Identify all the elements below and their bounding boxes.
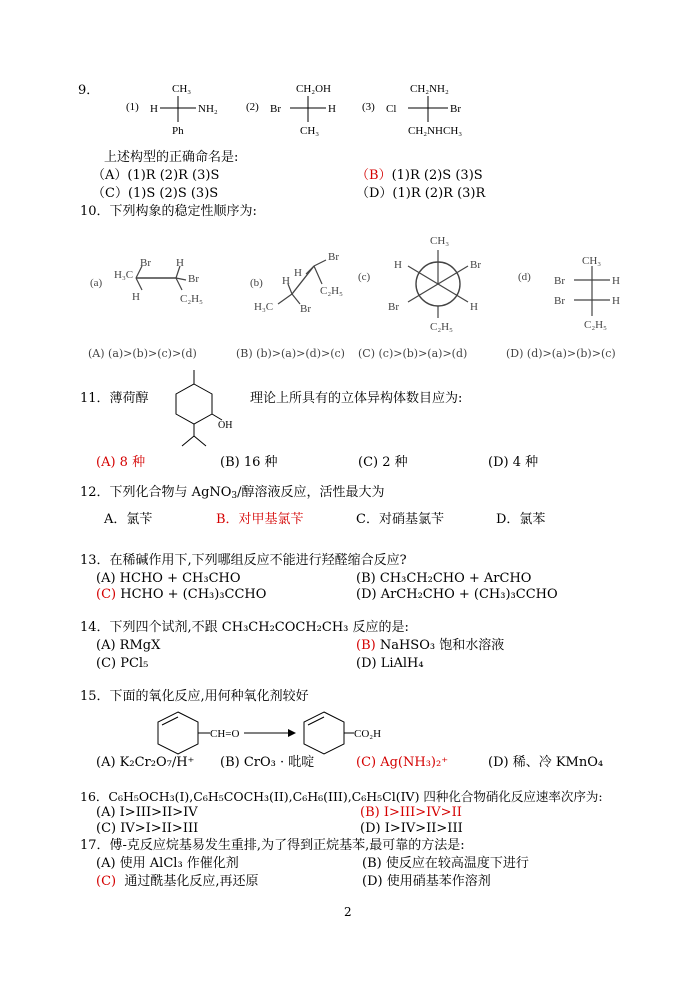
svg-text:Br: Br [388, 301, 399, 313]
q9-option-b[interactable] [356, 168, 483, 184]
svg-text:H: H [612, 295, 620, 307]
q11-option-b[interactable]: (B) 16 种 [220, 455, 278, 470]
svg-text:C₂H₅: C₂H₅ [430, 321, 453, 333]
svg-text:H: H [282, 275, 290, 287]
q10-figure-d-fischer [512, 252, 622, 332]
q13-stem: 13．在稀碱作用下,下列哪组反应不能进行羟醛缩合反应? [80, 553, 407, 568]
q10-figure-c-newman [356, 230, 496, 340]
q14-option-d[interactable]: (D) LiAlH₄ [356, 656, 424, 671]
q17-option-a[interactable]: (A) 使用 AlCl₃ 作催化剂 [96, 856, 239, 871]
q9-option-b-label: （B） [356, 168, 392, 183]
svg-text:Cl: Cl [386, 103, 397, 115]
q12-option-b[interactable]: B．对甲基氯苄 [216, 512, 304, 527]
q14-option-c[interactable]: (C) PCl₅ [96, 656, 149, 671]
q13-option-d[interactable]: (D) ArCH₂CHO + (CH₃)₃CCHO [356, 587, 558, 602]
svg-text:(d): (d) [518, 271, 531, 283]
q10-option-c[interactable]: (C) (c)>(b)>(a)>(d) [358, 347, 468, 360]
q15-reaction-scheme [148, 708, 408, 758]
q9-option-c[interactable]: （C）(1)S (2)S (3)S [92, 186, 219, 201]
q17-stem: 17．傅-克反应烷基易发生重排,为了得到正烷基苯,最可靠的方法是: [80, 838, 465, 853]
svg-text:Br: Br [270, 103, 281, 115]
svg-text:CH₂NH₂: CH₂NH₂ [410, 83, 449, 95]
q11-option-c[interactable]: (C) 2 种 [358, 455, 408, 470]
q12-stem-sub: 3 [231, 491, 238, 501]
q15-stem: 15．下面的氧化反应,用何种氧化剂较好 [80, 689, 309, 704]
q16-option-d[interactable]: (D) I>IV>II>III [360, 821, 463, 836]
svg-text:CH₃: CH₃ [300, 125, 320, 137]
q9-option-a[interactable]: （A）(1)R (2)R (3)S [92, 168, 220, 183]
svg-text:C₂H₅: C₂H₅ [320, 285, 343, 297]
svg-text:H: H [328, 103, 336, 115]
q9-number: 9． [78, 83, 100, 98]
q15-option-a[interactable]: (A) K₂Cr₂O₇/H⁺ [96, 755, 195, 770]
q9-fischer-1 [120, 78, 230, 138]
q12-stem [80, 485, 385, 501]
q17-option-b[interactable]: (B) 使反应在较高温度下进行 [362, 856, 529, 871]
q12-stem-post: /醇溶液反应，活性最大为 [237, 485, 385, 500]
q17-option-c-label: (C) [96, 874, 117, 889]
q13-option-c-label: (C) [96, 587, 117, 602]
q11-stem-part1: 11．薄荷醇 [80, 391, 149, 406]
q9-stem: 上述构型的正确命名是: [104, 150, 239, 165]
q12-option-c[interactable]: C．对硝基氯苄 [356, 512, 444, 527]
svg-text:H: H [132, 291, 140, 303]
q15-option-c[interactable]: (C) Ag(NH₃)₂⁺ [356, 755, 449, 770]
svg-text:H₃C: H₃C [254, 301, 274, 313]
q15-option-d[interactable]: (D) 稀、冷 KMnO₄ [488, 755, 604, 770]
page-number: 2 [344, 905, 352, 919]
q10-figure-b [248, 250, 358, 320]
svg-text:Br: Br [300, 303, 311, 315]
svg-text:C₂H₅: C₂H₅ [584, 319, 607, 331]
svg-text:(1): (1) [126, 101, 139, 113]
q12-stem-pre: 12．下列化合物与 AgNO [80, 485, 232, 500]
svg-text:H₃C: H₃C [114, 269, 134, 281]
svg-text:CH=O: CH=O [210, 728, 240, 740]
svg-text:C₂H₅: C₂H₅ [180, 293, 203, 305]
q14-option-a[interactable]: (A) RMgX [96, 638, 161, 653]
svg-text:(3): (3) [362, 101, 375, 113]
svg-text:CH₂OH: CH₂OH [296, 83, 332, 95]
q11-menthol-structure [168, 366, 248, 452]
q15-option-b[interactable]: (B) CrO₃ · 吡啶 [220, 755, 315, 770]
q16-option-c[interactable]: (C) IV>I>II>III [96, 821, 199, 836]
svg-text:H: H [294, 267, 302, 279]
q9-fischer-2 [244, 78, 354, 138]
q16-option-b[interactable]: (B) I>III>IV>II [360, 805, 462, 820]
svg-text:(c): (c) [358, 271, 371, 283]
q17-option-c-text: 通过酰基化反应,再还原 [124, 874, 259, 889]
q10-option-d[interactable]: (D) (d)>(a)>(b)>(c) [506, 347, 616, 360]
svg-text:Br: Br [554, 295, 565, 307]
q11-option-d[interactable]: (D) 4 种 [488, 455, 539, 470]
svg-text:CH₂NHCH₃: CH₂NHCH₃ [408, 125, 463, 137]
q12-option-a[interactable]: A．氯苄 [104, 512, 153, 527]
q9-option-d[interactable]: （D）(1)R (2)R (3)R [356, 186, 486, 201]
svg-text:(b): (b) [250, 277, 263, 289]
q16-option-a[interactable]: (A) I>III>II>IV [96, 805, 198, 820]
q13-option-b[interactable]: (B) CH₃CH₂CHO + ArCHO [356, 571, 532, 586]
q13-option-c-text: HCHO + (CH₃)₃CCHO [120, 587, 267, 602]
svg-text:(2): (2) [246, 101, 259, 113]
svg-text:Br: Br [450, 103, 461, 115]
q17-option-c[interactable] [96, 874, 259, 890]
q14-option-b[interactable] [356, 638, 504, 654]
q12-option-d[interactable]: D．氯苯 [496, 512, 546, 527]
svg-text:Br: Br [188, 273, 199, 285]
svg-text:OH: OH [218, 420, 233, 431]
svg-text:(a): (a) [90, 277, 103, 289]
svg-text:Ph: Ph [172, 125, 184, 137]
q13-option-c[interactable] [96, 587, 266, 603]
svg-text:H: H [470, 301, 478, 313]
q10-option-b[interactable]: (B) (b)>(a)>(d)>(c) [236, 347, 345, 360]
svg-text:NH₂: NH₂ [198, 103, 218, 115]
q14-stem: 14．下列四个试剂,不跟 CH₃CH₂COCH₂CH₃ 反应的是: [80, 620, 409, 635]
q10-figure-a [88, 250, 228, 320]
svg-text:H: H [150, 103, 158, 115]
q11-stem-part2: 理论上所具有的立体异构体数目应为: [250, 391, 463, 406]
svg-text:Br: Br [328, 251, 339, 263]
svg-text:CH₃: CH₃ [172, 83, 192, 95]
q14-option-b-text: NaHSO₃ 饱和水溶液 [379, 638, 505, 653]
svg-text:Br: Br [140, 257, 151, 269]
q11-option-a[interactable]: (A) 8 种 [96, 455, 146, 470]
q9-fischer-3 [360, 78, 490, 138]
svg-text:H: H [394, 259, 402, 271]
q10-stem: 10．下列构象的稳定性顺序为: [80, 204, 257, 219]
svg-text:CH₃: CH₃ [430, 235, 450, 247]
svg-text:CH₃: CH₃ [582, 255, 602, 267]
q17-option-d[interactable]: (D) 使用硝基苯作溶剂 [362, 874, 491, 889]
q13-option-a[interactable]: (A) HCHO + CH₃CHO [96, 571, 241, 586]
q9-option-b-text: (1)R (2)S (3)S [391, 168, 483, 183]
svg-text:H: H [176, 257, 184, 269]
svg-text:H: H [612, 275, 620, 287]
q14-option-b-label: (B) [356, 638, 376, 653]
q16-stem: 16．C₆H₅OCH₃(I),C₆H₅COCH₃(II),C₆H₆(III),C₆H₅Cl(IV) 四种化合物硝化反应速率次序为: [80, 789, 603, 804]
svg-text:CO₂H: CO₂H [354, 728, 382, 740]
svg-text:Br: Br [554, 275, 565, 287]
q10-option-a[interactable]: (A) (a)>(b)>(c)>(d) [88, 347, 197, 360]
svg-text:Br: Br [470, 259, 481, 271]
